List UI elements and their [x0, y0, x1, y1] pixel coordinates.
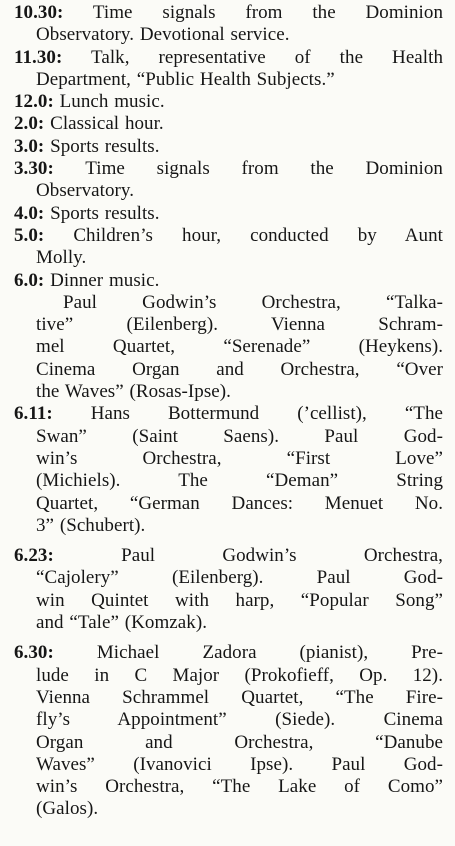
entry-time: 12.0: — [14, 91, 54, 113]
entry-time: 6.30: — [14, 642, 54, 664]
entry-line — [14, 403, 443, 425]
entry-text: mel Quartet, “Serenade” (Heykens). — [36, 336, 443, 358]
entry-text: win Quintet with harp, “Popular Song” — [36, 589, 443, 611]
programme-entry-0200 — [14, 113, 443, 135]
programme-entry-1030 — [14, 2, 443, 47]
entry-text: Classical hour. — [50, 113, 164, 135]
entry-text: Quartet, “German Dances: Menuet No. — [36, 492, 443, 514]
entry-line — [14, 47, 443, 69]
programme-entry-0611 — [14, 403, 443, 537]
entry-text: Paul Godwin’s Orchestra, “Talka- — [63, 291, 443, 313]
programme-entry-0300 — [14, 136, 443, 158]
entry-time: 4.0: — [14, 202, 45, 224]
entry-line — [14, 2, 443, 24]
entry-text: Hans Bottermund (’cellist), “The — [90, 403, 443, 425]
entry-line — [14, 545, 443, 567]
entry-line — [14, 270, 443, 292]
entry-text: and “Tale” (Komzak). — [36, 612, 207, 634]
entry-text: Vienna Schrammel Quartet, “The Fire- — [36, 686, 443, 708]
entry-text: Children’s hour, conducted by Aunt — [73, 224, 443, 246]
entry-line — [14, 113, 443, 135]
entry-time: 2.0: — [14, 113, 45, 135]
entry-text: the Waves” (Rosas-Ipse). — [36, 381, 231, 403]
entry-line — [14, 225, 443, 247]
entry-text: Sports results. — [50, 202, 160, 224]
programme-entry-0500 — [14, 225, 443, 270]
entry-time: 3.30: — [14, 158, 54, 180]
entry-text: Molly. — [36, 247, 87, 269]
entry-line — [14, 203, 443, 225]
entry-text: Paul Godwin’s Orchestra, — [121, 545, 443, 567]
entry-text: tive” (Eilenberg). Vienna Schram- — [36, 314, 443, 336]
entry-time: 5.0: — [14, 224, 45, 246]
entry-text: Observatory. — [36, 180, 135, 202]
entry-text: Cinema Organ and Orchestra, “Over — [36, 358, 443, 380]
entry-time: 6.11: — [14, 403, 53, 425]
entry-time: 3.0: — [14, 135, 45, 157]
entry-line — [14, 136, 443, 158]
entry-text: 3” (Schubert). — [36, 514, 146, 536]
entry-text: Waves” (Ivanovici Ipse). Paul God- — [36, 753, 443, 775]
programme-entry-0400 — [14, 203, 443, 225]
entry-text: Department, “Public Health Subjects.” — [36, 68, 335, 90]
entry-text: Swan” (Saint Saens). Paul God- — [36, 425, 443, 447]
programme-entry-0623 — [14, 545, 443, 634]
entry-text: Time signals from the Dominion — [92, 2, 443, 23]
entry-text: Talk, representative of the Health — [91, 46, 443, 68]
entry-text: win’s Orchestra, “First Love” — [36, 447, 443, 469]
entry-text: Organ and Orchestra, “Danube — [36, 731, 443, 753]
entry-text: Michael Zadora (pianist), Pre- — [96, 642, 443, 664]
entry-text: lude in C Major (Prokofieff, Op. 12). — [36, 664, 443, 686]
entry-text: Lunch music. — [59, 91, 165, 113]
entry-text: win’s Orchestra, “The Lake of Como” — [36, 776, 443, 798]
entry-text: Dinner music. — [50, 269, 160, 291]
entry-text: “Cajolery” (Eilenberg). Paul God- — [36, 567, 443, 589]
entry-spacer — [14, 537, 443, 545]
entry-text: Observatory. Devotional service. — [36, 24, 290, 46]
entry-line — [14, 158, 443, 180]
entry-time: 10.30: — [14, 2, 64, 23]
programme-entry-1130 — [14, 47, 443, 92]
programme-entry-1200 — [14, 91, 443, 113]
programme-entry-0600 — [14, 270, 443, 404]
entry-time: 6.23: — [14, 545, 54, 567]
entry-text: Time signals from the Dominion — [85, 158, 443, 180]
entry-time: 11.30: — [14, 46, 63, 68]
programme-entry-0330 — [14, 158, 443, 203]
entry-line — [14, 642, 443, 664]
entry-text: (Michiels). The “Deman” String — [36, 470, 443, 492]
entry-text: (Galos). — [36, 798, 99, 820]
entry-line — [14, 91, 443, 113]
programme-entry-0630 — [14, 642, 443, 820]
entry-text: fly’s Appointment” (Siede). Cinema — [36, 709, 443, 731]
entry-spacer — [14, 634, 443, 642]
entry-time: 6.0: — [14, 269, 45, 291]
entry-text: Sports results. — [50, 135, 160, 157]
